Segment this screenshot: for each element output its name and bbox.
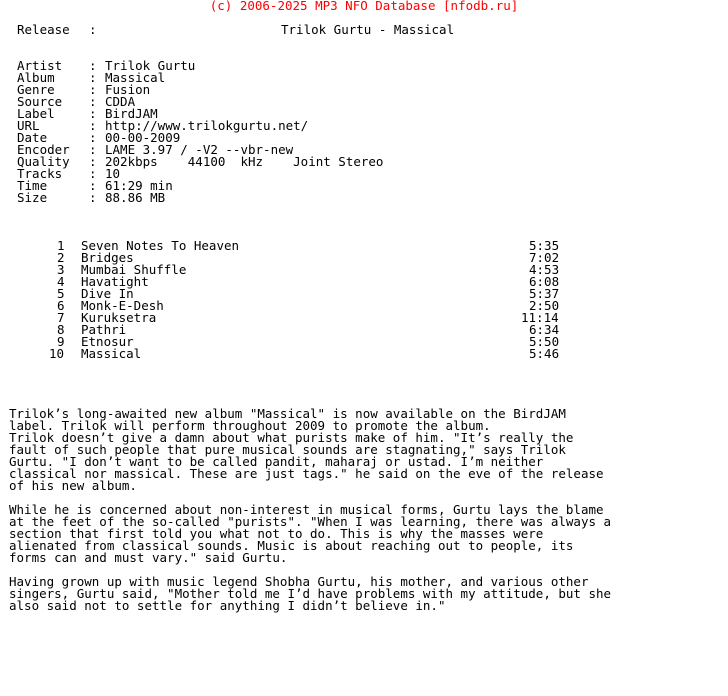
info-label: Size: [17, 190, 48, 205]
info-sep: :: [89, 82, 97, 97]
info-value: Fusion: [105, 82, 151, 97]
track-number: 3: [57, 262, 65, 277]
info-label: Genre: [17, 82, 55, 97]
info-sep: :: [89, 166, 97, 181]
description-line: singers, Gurtu said, "Mother told me I’d have problems with my attitude, but she: [9, 586, 612, 601]
description-line: While he is concerned about non-interest in musical forms, Gurtu lays the blame: [9, 502, 604, 517]
track-length: 5:35: [529, 238, 560, 253]
info-value: 88.86 MB: [105, 190, 166, 205]
info-label: Label: [17, 106, 55, 121]
description-line: Having grown up with music legend Shobha Gurtu, his mother, and various other: [9, 574, 589, 589]
track-number: 7: [57, 310, 65, 325]
info-sep: :: [89, 178, 97, 193]
info-label: Artist: [17, 58, 63, 73]
info-sep: :: [89, 106, 97, 121]
track-length: 2:50: [529, 298, 560, 313]
track-title: Dive In: [81, 286, 134, 301]
info-value: BirdJAM: [105, 106, 158, 121]
description-line: classical nor massical. These are just tags." he said on the eve of the release: [9, 466, 604, 481]
track-title: Mumbai Shuffle: [81, 262, 187, 277]
track-length: 11:14: [521, 310, 559, 325]
track-title: Monk-E-Desh: [81, 298, 164, 313]
track-number: 8: [57, 322, 65, 337]
info-sep: :: [89, 130, 97, 145]
info-value: 61:29 min: [105, 178, 173, 193]
info-value: LAME 3.97 / -V2 --vbr-new: [105, 142, 294, 157]
info-label: Encoder: [17, 142, 70, 157]
track-title: Havatight: [81, 274, 149, 289]
track-title: Etnosur: [81, 334, 134, 349]
info-sep: :: [89, 70, 97, 85]
info-value: http://www.trilokgurtu.net/: [105, 118, 309, 133]
description-line: label. Trilok will perform throughout 2009 to promote the album.: [9, 418, 491, 433]
description-line: section that first told you what not to do. This is why the masses were: [9, 526, 544, 541]
info-sep: :: [89, 118, 97, 133]
track-length: 6:08: [529, 274, 560, 289]
info-value: 202kbps 44100 kHz Joint Stereo: [105, 154, 384, 169]
track-number: 4: [57, 274, 65, 289]
info-value: Trilok Gurtu: [105, 58, 196, 73]
info-sep: :: [89, 94, 97, 109]
track-length: 5:46: [529, 346, 560, 361]
description-line: Trilok’s long-awaited new album "Massical" is now available on the BirdJAM: [9, 406, 566, 421]
track-title: Massical: [81, 346, 142, 361]
info-label: Tracks: [17, 166, 63, 181]
track-number: 2: [57, 250, 65, 265]
info-label: URL: [17, 118, 40, 133]
release-sep: :: [89, 22, 97, 37]
track-title: Kuruksetra: [81, 310, 157, 325]
description-line: of his new album.: [9, 478, 137, 493]
info-sep: :: [89, 142, 97, 157]
track-length: 5:50: [529, 334, 560, 349]
info-sep: :: [89, 190, 97, 205]
release-label: Release: [17, 22, 70, 37]
track-number: 5: [57, 286, 65, 301]
info-sep: :: [89, 58, 97, 73]
track-length: 7:02: [529, 250, 560, 265]
track-number: 6: [57, 298, 65, 313]
track-number: 1: [57, 238, 65, 253]
info-label: Album: [17, 70, 55, 85]
description-line: Trilok doesn’t give a damn about what purists make of him. "It’s really the: [9, 430, 574, 445]
info-value: 00-00-2009: [105, 130, 181, 145]
info-label: Source: [17, 94, 63, 109]
track-title: Pathri: [81, 322, 127, 337]
info-label: Quality: [17, 154, 70, 169]
description-line: also said not to settle for anything I didn’t believe in.": [9, 598, 446, 613]
description-line: fault of such people that pure musical sounds are stagnating," says Trilok: [9, 442, 566, 457]
track-number: 9: [57, 334, 65, 349]
info-value: CDDA: [105, 94, 136, 109]
track-title: Bridges: [81, 250, 134, 265]
description-line: forms can and must vary." said Gurtu.: [9, 550, 288, 565]
track-length: 5:37: [529, 286, 560, 301]
nfodb-credit: (c) 2006-2025 MP3 NFO Database [nfodb.ru]: [209, 0, 519, 13]
description-line: alienated from classical sounds. Music is about reaching out to people, its: [9, 538, 574, 553]
description-line: Gurtu. "I don’t want to be called pandit, maharaj or ustad. I’m neither: [9, 454, 544, 469]
track-length: 6:34: [529, 322, 560, 337]
description-line: at the feet of the so-called "purists". "When I was learning, there was always a: [9, 514, 612, 529]
info-label: Time: [17, 178, 48, 193]
info-value: 10: [105, 166, 121, 181]
info-sep: :: [89, 154, 97, 169]
info-value: Massical: [105, 70, 166, 85]
info-label: Date: [17, 130, 48, 145]
release-value: Trilok Gurtu - Massical: [281, 22, 455, 37]
track-title: Seven Notes To Heaven: [81, 238, 240, 253]
track-number: 10: [49, 346, 65, 361]
track-length: 4:53: [529, 262, 560, 277]
